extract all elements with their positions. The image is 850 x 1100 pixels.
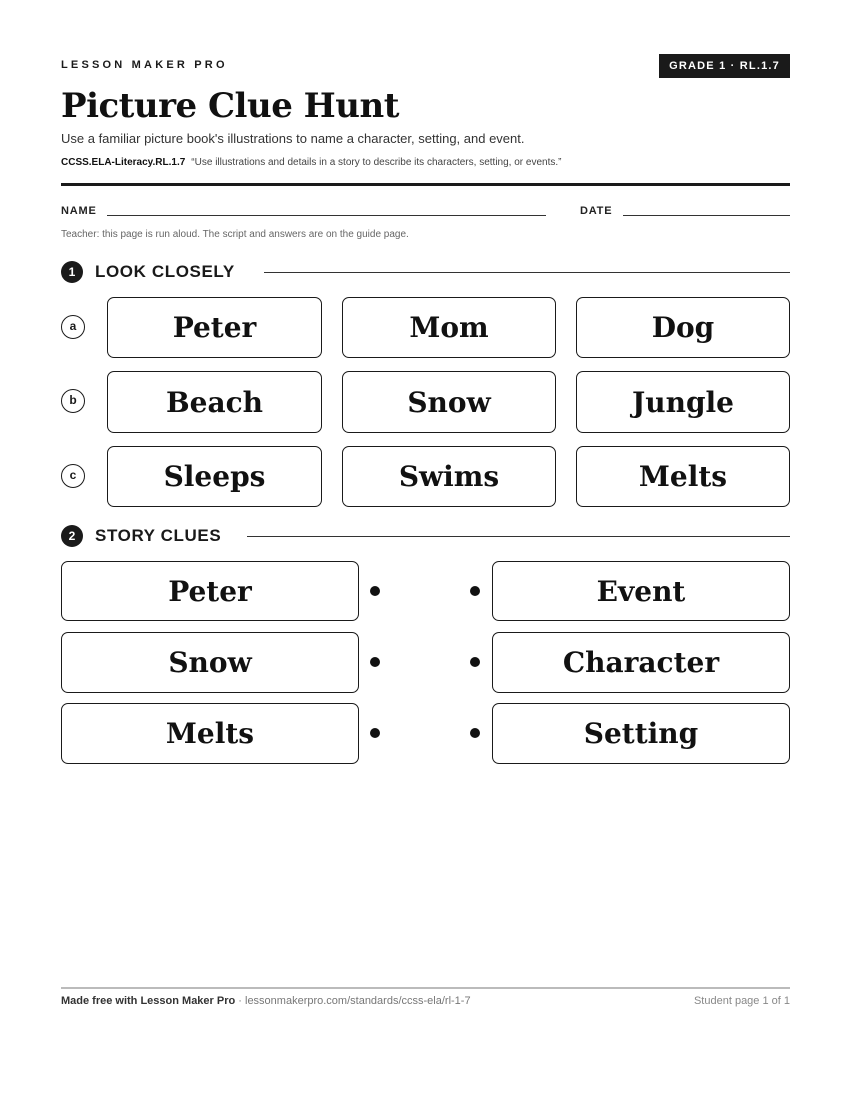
grade-badge: GRADE 1 · RL.1.7 (659, 54, 790, 78)
choice-card[interactable]: Peter (107, 297, 322, 358)
name-field[interactable] (107, 215, 546, 216)
match-dot-left[interactable] (370, 728, 380, 738)
page-subtitle: Use a familiar picture book's illustrations to name a character, setting, and event. (61, 131, 525, 146)
match-left-card[interactable]: Snow (61, 632, 359, 693)
match-left-card[interactable]: Peter (61, 561, 359, 621)
footer-url[interactable]: · lessonmakerpro.com/standards/ccss-ela/rl-1-7 (235, 995, 471, 1007)
choice-card[interactable]: Beach (107, 371, 322, 433)
footer-credit (61, 995, 471, 1007)
footer-divider (61, 987, 790, 989)
match-right-card[interactable]: Setting (492, 703, 790, 764)
choice-card[interactable]: Melts (576, 446, 790, 507)
choice-card[interactable]: Mom (342, 297, 556, 358)
choice-card[interactable]: Swims (342, 446, 556, 507)
choice-card[interactable]: Jungle (576, 371, 790, 433)
choice-card[interactable]: Snow (342, 371, 556, 433)
footer-made-with: Made free with Lesson Maker Pro (61, 995, 236, 1007)
match-right-card[interactable]: Event (492, 561, 790, 621)
match-left-card[interactable]: Melts (61, 703, 359, 764)
standard-line (61, 157, 561, 168)
section-story-clues-header (61, 524, 790, 548)
footer-page-number: Student page 1 of 1 (693, 995, 790, 1007)
section-rule (264, 272, 790, 273)
teacher-note: Teacher: this page is run aloud. The script and answers are on the guide page. (61, 229, 409, 240)
date-label: DATE (580, 205, 613, 217)
section-number: 2 (61, 525, 83, 547)
row-letter-b: b (61, 389, 85, 413)
row-letter-a: a (61, 315, 85, 339)
page-title: Picture Clue Hunt (61, 86, 399, 126)
section-title: STORY CLUES (95, 526, 222, 545)
standard-code: CCSS.ELA-Literacy.RL.1.7 (61, 157, 186, 168)
row-letter-c: c (61, 464, 85, 488)
section-title: LOOK CLOSELY (95, 262, 235, 281)
match-dot-right[interactable] (470, 586, 480, 596)
header-divider (61, 183, 790, 186)
match-dot-right[interactable] (470, 657, 480, 667)
choice-card[interactable]: Dog (576, 297, 790, 358)
date-field[interactable] (623, 215, 790, 216)
match-dot-left[interactable] (370, 586, 380, 596)
brand-name: LESSON MAKER PRO (61, 59, 228, 71)
section-look-closely-header (61, 260, 790, 284)
name-label: NAME (61, 205, 97, 217)
match-right-card[interactable]: Character (492, 632, 790, 693)
worksheet-page (61, 0, 790, 1100)
choice-card[interactable]: Sleeps (107, 446, 322, 507)
match-dot-left[interactable] (370, 657, 380, 667)
standard-text: “Use illustrations and details in a story to describe its characters, setting, or events.” (191, 157, 562, 168)
section-rule (247, 536, 790, 537)
match-dot-right[interactable] (470, 728, 480, 738)
section-number: 1 (61, 261, 83, 283)
